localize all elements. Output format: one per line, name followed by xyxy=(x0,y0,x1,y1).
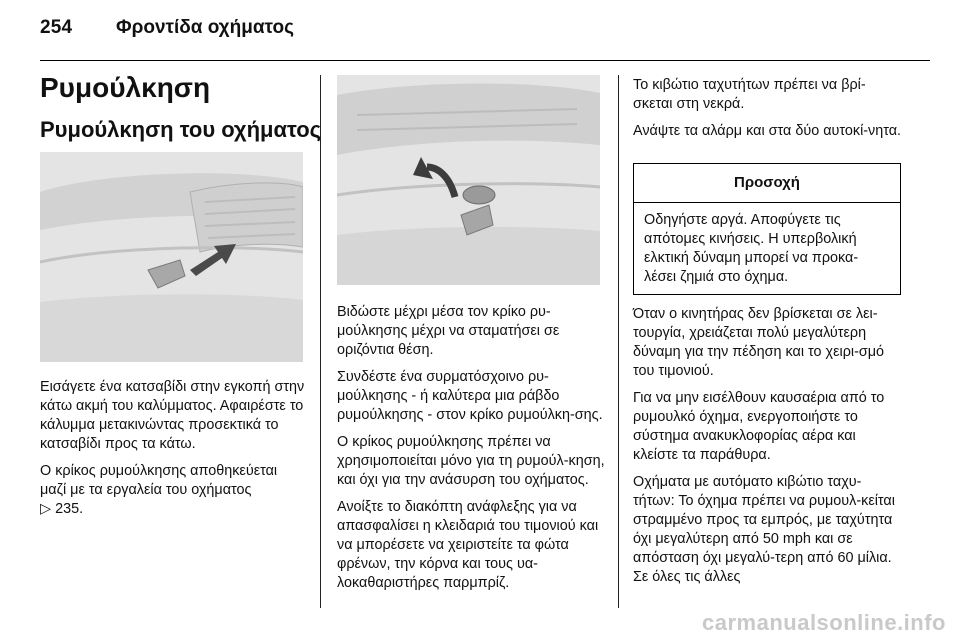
column-3-text xyxy=(633,305,903,595)
paragraph: Ο κρίκος ρυμούλκησης αποθηκεύεται μαζί με τα εργαλεία του οχήματος xyxy=(40,463,278,498)
paragraph: Για να μην εισέλθουν καυσαέρια από το ρυμουλκό όχημα, ενεργοποιήστε το σύστημα ανακυκλοφορίας αέρα και κλείστε τα παράθυρα. xyxy=(633,390,885,463)
column-divider xyxy=(320,75,321,608)
paragraph: Βιδώστε μέχρι μέσα τον κρίκο ρυ-μούλκησης μέχρι να σταματήσει σε οριζόντια θέση. xyxy=(337,304,560,358)
paragraph: Οχήματα με αυτόματο κιβώτιο ταχυ-τήτων: Το όχημα πρέπει να ρυμουλ-κείται στραμμένο προς τα εμπρός, με ταχύτητα όχι μεγαλύτερη από 50 mph και σε απόσταση όχι μεγαλύ-τερη από 60 μίλια. Σε όλες τις άλλες xyxy=(633,474,895,585)
tow-eye-illustration xyxy=(337,75,600,285)
section-title: Φροντίδα οχήματος xyxy=(116,17,294,38)
column-3-intro xyxy=(633,76,903,149)
caution-text: Οδηγήστε αργά. Αποφύγετε τις απότομες κινήσεις. Η υπερβολική ελκτική δύναμη μπορεί να προκα-λέσει ζημιά στο όχημα. xyxy=(644,212,859,285)
caution-title: Προσοχή xyxy=(634,164,900,203)
paragraph: Ανοίξτε το διακόπτη ανάφλεξης για να απασφαλίσει η κλειδαριά του τιμονιού και να μπορέσετε να χειριστείτε τα φώτα φρένων, την κόρνα και τους υα-λοκαθαριστήρες παρμπρίζ. xyxy=(337,499,599,591)
chapter-heading: Ρυμούλκηση xyxy=(40,72,211,103)
column-divider xyxy=(618,75,619,608)
header-rule xyxy=(40,60,930,61)
paragraph: Εισάγετε ένα κατσαβίδι στην εγκοπή στην κάτω ακμή του καλύμματος. Αφαιρέστε το κάλυμμα μετακινώντας προσεκτικά το κατσαβίδι προς τα κάτω. xyxy=(40,379,305,452)
reference-arrow-icon: ▷ xyxy=(40,501,52,517)
bumper-cover-illustration xyxy=(40,152,303,362)
watermark: carmanualsonline.info xyxy=(702,610,946,635)
paragraph: Το κιβώτιο ταχυτήτων πρέπει να βρί-σκεται στη νεκρά. xyxy=(633,77,866,112)
section-heading: Ρυμούλκηση του οχήματος xyxy=(40,117,322,142)
reference-page: 235. xyxy=(55,501,84,517)
column-2-text xyxy=(337,303,607,601)
caution-box xyxy=(633,163,901,295)
paragraph: Ο κρίκος ρυμούλκησης πρέπει να χρησιμοποιείται μόνο για τη ρυμούλ-κηση, και όχι για την ανάσυρση του οχήματος. xyxy=(337,434,605,488)
paragraph: Όταν ο κινητήρας δεν βρίσκεται σε λει-τουργία, χρειάζεται πολύ μεγαλύτερη δύναμη για την πέδηση και το χειρι-σμό του τιμονιού. xyxy=(633,306,885,379)
column-1-text xyxy=(40,378,306,519)
page-reference[interactable] xyxy=(40,500,306,519)
paragraph: Συνδέστε ένα συρματόσχοινο ρυ-μούλκησης - ή καλύτερα μια ράβδο ρυμούλκησης - στον κρίκο ρυμούλκη-σης. xyxy=(337,369,603,423)
page-number: 254 xyxy=(40,17,73,38)
paragraph: Ανάψτε τα αλάρμ και στα δύο αυτοκί-νητα. xyxy=(633,123,902,139)
